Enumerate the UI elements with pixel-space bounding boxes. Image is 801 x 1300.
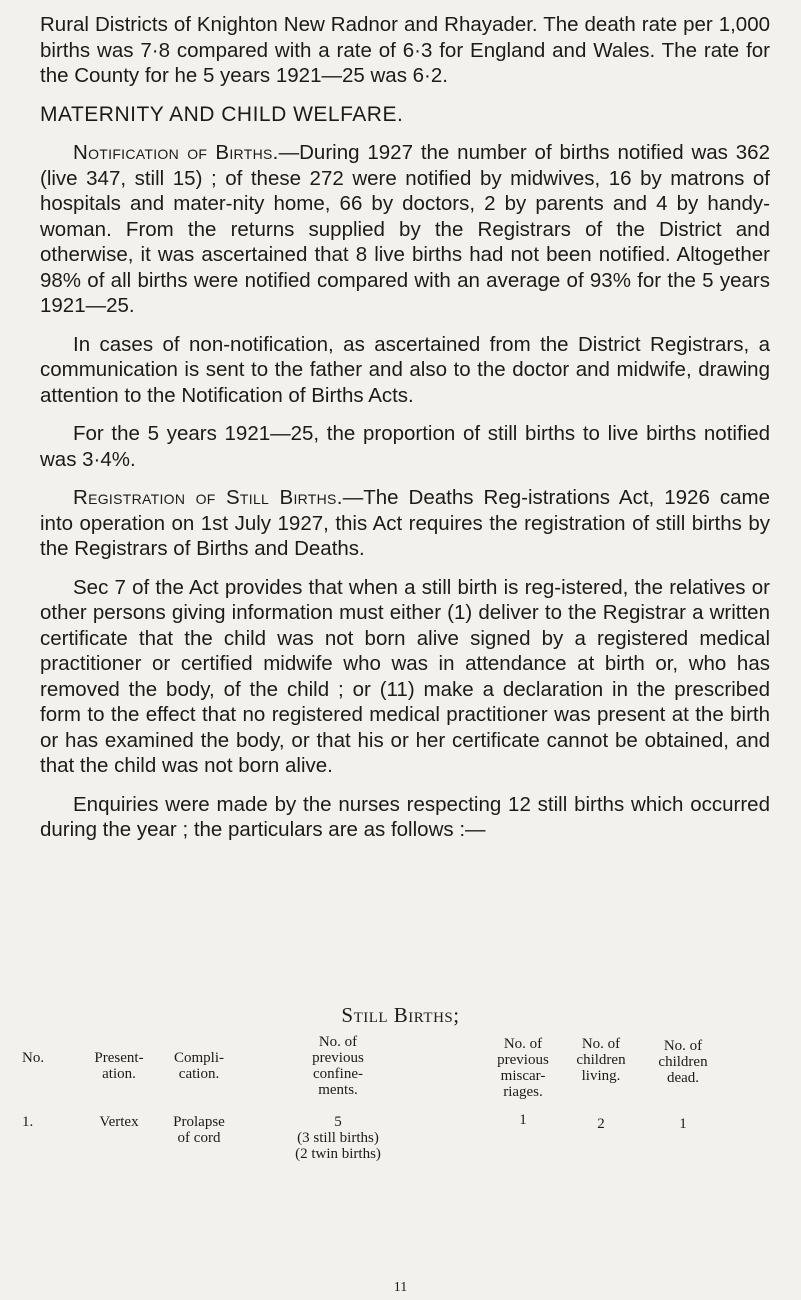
header-prev-conf-line1: No. of: [318, 1034, 358, 1050]
header-presentation: [78, 1050, 160, 1082]
header-prev-conf-line4: ments.: [318, 1082, 358, 1098]
header-dead-line2: children: [658, 1054, 708, 1070]
header-prev-misc-line1: No. of: [503, 1036, 543, 1052]
header-prev-misc-line4: riages.: [503, 1084, 543, 1100]
paragraph-death-rate: Rural Districts of Knighton New Radnor and Rhayader. The death rate per 1,000 births was 7·8 compared with a rate of 6·3 for England and Wales. The rate for the County for he 5 years 1921—25 was 6·2.: [40, 13, 770, 87]
header-dead-line1: No. of: [663, 1038, 703, 1054]
header-complication: [156, 1050, 242, 1082]
row-complication-line1: Prolapse: [173, 1114, 225, 1130]
header-previous-confinements: [285, 1034, 391, 1098]
table-title: Still Births;: [341, 1003, 460, 1027]
paragraph-still-birth-proportion: For the 5 years 1921—25, the proportion of still births to live births notified was 3·4%.: [40, 422, 770, 471]
body-text: [40, 12, 770, 843]
header-prev-misc-line3: miscar-: [500, 1068, 546, 1084]
row-children-dead: 1: [679, 1116, 687, 1132]
row-previous-confinements: [285, 1114, 391, 1162]
header-prev-conf-line3: confine-: [313, 1066, 363, 1082]
row-children-living: 2: [597, 1116, 605, 1132]
row-presentation: Vertex: [99, 1114, 139, 1130]
header-living-line2: children: [576, 1052, 626, 1068]
header-children-dead: [642, 1038, 724, 1086]
paragraph-section-7: Sec 7 of the Act provides that when a still birth is reg-istered, the relatives or other persons giving information must either (1) deliver to the Registrar a written certificate that the child was not born alive signed by a registered medical practitioner or certified midwife who was in attendance at birth or, who has removed the body, of the child ; or (11) make a declaration in the prescribed form to the effect that no registered medical practitioner was present at the birth or has examined the body, or that his or her certificate cannot be obtained, and that the child was not born alive.: [40, 575, 770, 777]
header-prev-conf-line2: previous: [312, 1050, 364, 1066]
header-presentation-line1: Present-: [94, 1050, 144, 1066]
header-living-line3: living.: [581, 1068, 621, 1084]
row-complication: [156, 1114, 242, 1146]
paragraph-enquiries: Enquiries were made by the nurses respecting 12 still births which occurred during the year ; the particulars are as follows :—: [40, 792, 770, 841]
notification-body: —During 1927 the number of births notified was 362 (live 347, still 15) ; of these 272 were notified by midwives, 16 by matrons of hospitals and mater-nity home, 66 by doctors, 2 by parents and 4 by handy-woman. From the returns supplied by the Registrars of the District and otherwise, it was ascertained that 8 live births had not been notified. Altogether 98% of all births were notified compared with an average of 93% for the 5 years 1921—25.: [40, 141, 770, 317]
row-complication-line2: of cord: [177, 1130, 221, 1146]
header-living-line1: No. of: [581, 1036, 621, 1052]
row-previous-miscarriages: 1: [519, 1112, 527, 1128]
paragraph-notification: [40, 140, 770, 319]
header-prev-misc-line2: previous: [497, 1052, 549, 1068]
header-complication-line1: Compli-: [173, 1050, 224, 1066]
row-prev-conf-note1: (3 still births): [297, 1130, 379, 1146]
page-number: 11: [393, 1280, 408, 1295]
header-children-living: [560, 1036, 642, 1084]
header-dead-line3: dead.: [666, 1070, 700, 1086]
header-no: No.: [22, 1050, 45, 1066]
registration-label: Registration of Still Births.: [73, 486, 343, 509]
notification-label: Notification of Births.: [73, 141, 279, 164]
registration-body: —The Deaths Reg-istrations Act, 1926 came into operation on 1st July 1927, this Act requires the registration of still births by the Registrars of Births and Deaths.: [40, 486, 770, 560]
section-heading: MATERNITY AND CHILD WELFARE.: [40, 102, 404, 126]
header-presentation-line2: ation.: [102, 1066, 136, 1082]
row-prev-conf-note2: (2 twin births): [295, 1146, 381, 1162]
row-prev-conf-value: 5: [334, 1114, 342, 1130]
row-no: 1.: [22, 1114, 34, 1130]
header-complication-line2: cation.: [178, 1066, 220, 1082]
header-previous-miscarriages: [483, 1036, 563, 1100]
paragraph-non-notification: In cases of non-notification, as ascertained from the District Registrars, a communication is sent to the father and also to the doctor and midwife, drawing attention to the Notification of Births Acts.: [40, 332, 770, 407]
paragraph-registration: [40, 485, 770, 562]
